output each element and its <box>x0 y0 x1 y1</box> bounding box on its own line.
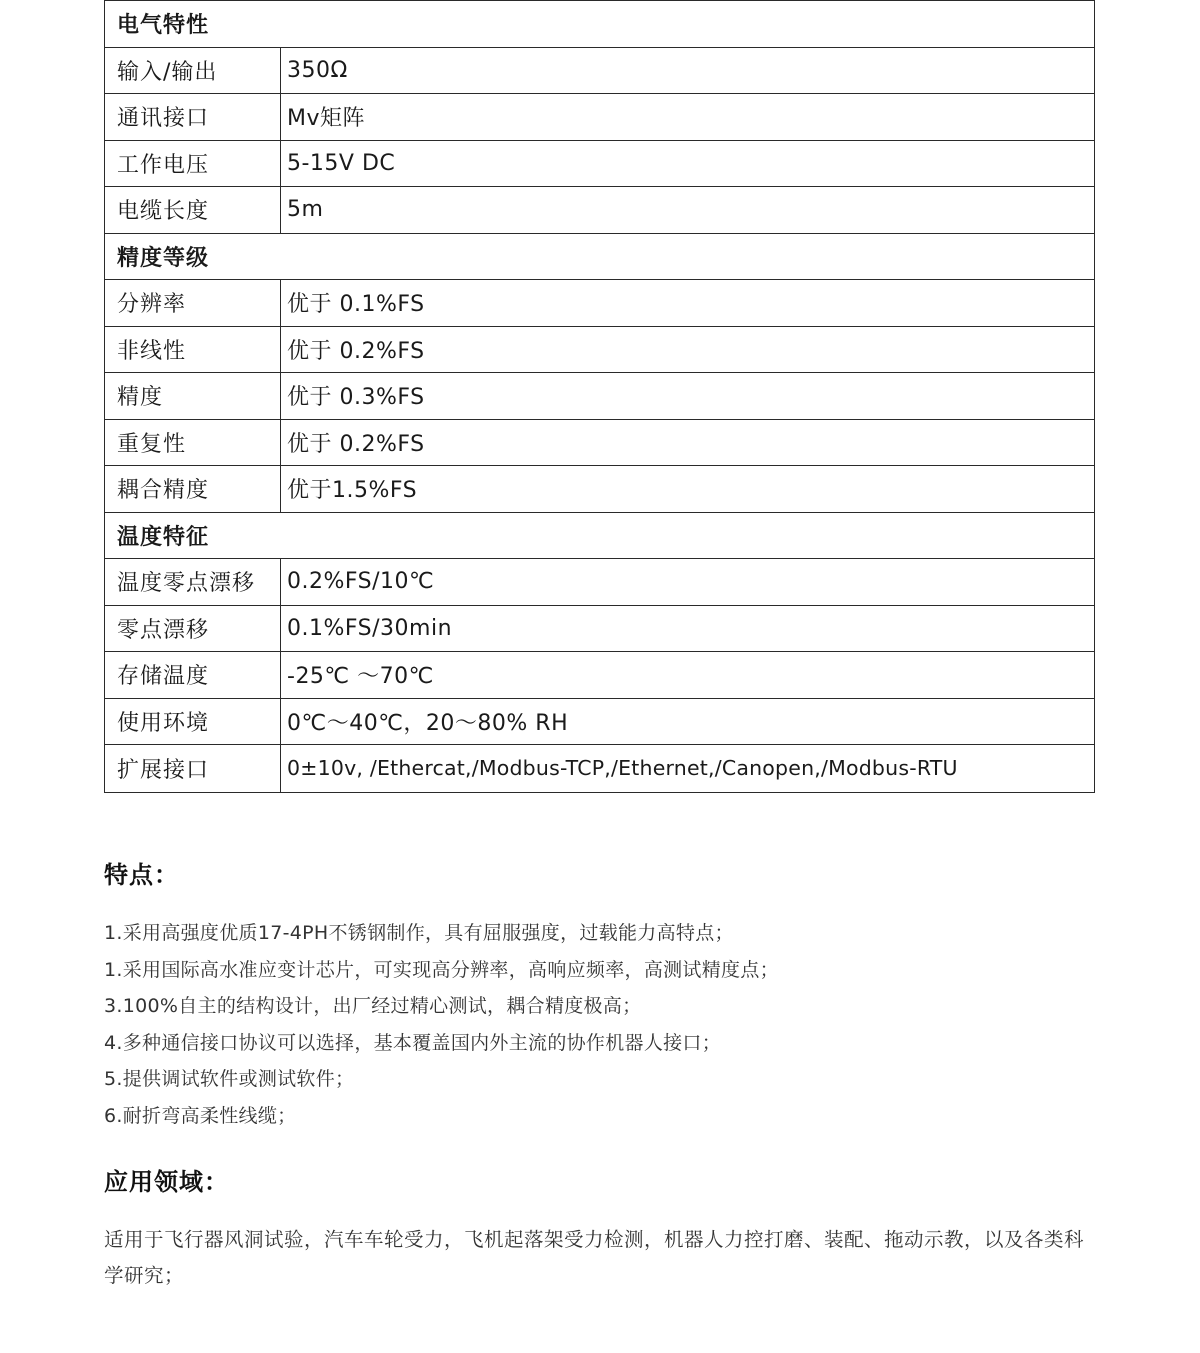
section-title: 温度特征 <box>117 524 210 550</box>
list-item: 5.提供调试软件或测试软件； <box>104 1068 355 1090</box>
table-row <box>105 559 1094 606</box>
row-label: 分辨率 <box>105 280 281 326</box>
row-label: 通讯接口 <box>105 94 281 140</box>
list-item: 1.采用国际高水准应变计芯片，可实现高分辨率，高响应频率，高测试精度点； <box>104 958 779 981</box>
row-value: -25℃ ～70℃ <box>287 664 434 690</box>
table-row <box>105 48 1094 95</box>
table-row <box>105 280 1094 327</box>
table-row <box>105 745 1094 792</box>
section-header-accuracy <box>105 234 1094 281</box>
table-row <box>105 373 1094 420</box>
row-value: 0℃～40℃，20～80% RH <box>287 710 569 736</box>
list-item: 6.耐折弯高柔性线缆； <box>104 1104 297 1127</box>
row-label: 使用环境 <box>105 699 281 745</box>
features-list <box>104 915 1104 1134</box>
row-value: 0.2%FS/10℃ <box>287 569 435 595</box>
table-row <box>105 606 1094 653</box>
row-value: 350Ω <box>287 57 348 83</box>
section-header-temperature <box>105 513 1094 560</box>
list-item: 3.100%自主的结构设计，出厂经过精心测试，耦合精度极高； <box>104 995 642 1017</box>
row-label: 扩展接口 <box>105 745 281 792</box>
table-row <box>105 94 1094 141</box>
section-header-electrical <box>105 1 1094 48</box>
row-label: 零点漂移 <box>105 606 281 652</box>
section-title: 精度等级 <box>117 245 210 271</box>
row-label: 耦合精度 <box>105 466 281 512</box>
row-label: 电缆长度 <box>105 187 281 233</box>
table-row <box>105 652 1094 699</box>
row-value: 优于 0.2%FS <box>287 338 425 364</box>
row-label: 温度零点漂移 <box>105 559 281 605</box>
row-value: 5m <box>287 197 324 223</box>
row-label: 非线性 <box>105 327 281 373</box>
section-title: 电气特性 <box>117 13 210 39</box>
row-label: 输入/输出 <box>105 48 281 94</box>
features-heading: 特点： <box>104 861 179 889</box>
row-value: 优于1.5%FS <box>287 478 418 504</box>
row-value: 0±10v, /Ethercat,/Modbus-TCP,/Ethernet,/Canopen,/Modbus-RTU <box>287 756 958 781</box>
row-value: 5-15V DC <box>287 150 396 176</box>
row-value: 优于 0.3%FS <box>287 385 425 411</box>
table-row <box>105 141 1094 188</box>
list-item: 1.采用高强度优质17-4PH不锈钢制作，具有屈服强度，过载能力高特点； <box>104 922 734 944</box>
row-value: 0.1%FS/30min <box>287 615 453 641</box>
table-row <box>105 187 1094 234</box>
spec-table <box>104 0 1095 793</box>
row-label: 精度 <box>105 373 281 419</box>
row-label: 重复性 <box>105 420 281 466</box>
row-label: 存储温度 <box>105 652 281 698</box>
table-row <box>105 327 1094 374</box>
row-label: 工作电压 <box>105 141 281 187</box>
table-row <box>105 699 1094 746</box>
row-value: 优于 0.1%FS <box>287 292 425 318</box>
row-value: Mv矩阵 <box>287 106 366 132</box>
list-item: 4.多种通信接口协议可以选择，基本覆盖国内外主流的协作机器人接口； <box>104 1031 722 1054</box>
applications-text: 适用于飞行器风洞试验，汽车车轮受力，飞机起落架受力检测，机器人力控打磨、装配、拖动示教，以及各类科学研究； <box>104 1228 1085 1287</box>
table-row <box>105 420 1094 467</box>
applications-heading: 应用领域： <box>104 1168 229 1196</box>
row-value: 优于 0.2%FS <box>287 431 425 457</box>
table-row <box>105 466 1094 513</box>
